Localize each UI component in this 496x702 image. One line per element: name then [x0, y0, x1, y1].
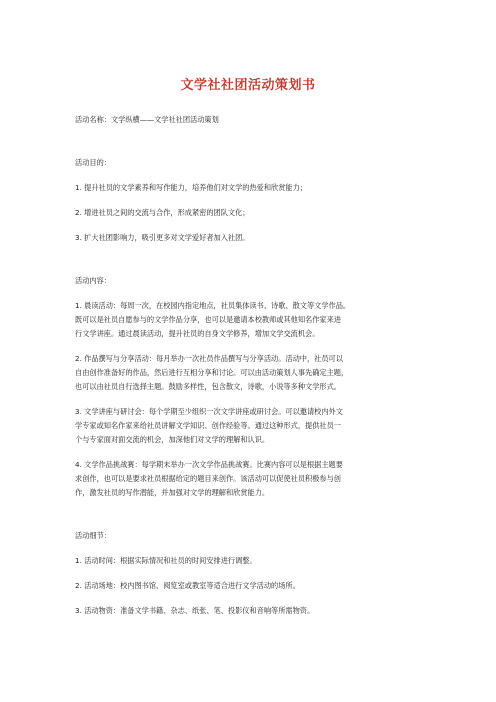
purpose-item-3: 3. 扩大社团影响力，吸引更多对文学爱好者加入社团。 [75, 233, 250, 242]
content-line: 3. 文学讲座与研讨会：每个学期至少组织一次文学讲座或研讨会。可以邀请校内外文 [75, 407, 343, 416]
details-item-2: 2. 活动场地：校内图书馆、阅览室或教室等适合进行文学活动的场所。 [75, 581, 300, 590]
content-line: 2. 作品撰写与分享活动：每月举办一次社员作品撰写与分享活动。活动中，社员可以 [75, 354, 343, 363]
purpose-item-1: 1. 提升社员的文学素养和写作能力，培养他们对文学的热爱和欣赏能力； [75, 183, 307, 192]
details-item-3: 3. 活动物资：准备文学书籍、杂志、纸张、笔、投影仪和音响等所需物资。 [75, 606, 315, 615]
details-heading: 活动细节： [75, 531, 111, 540]
purpose-item-2: 2. 增进社员之间的交流与合作，形成紧密的团队文化； [75, 208, 250, 217]
content-line: 作，激发社员的写作潜能，并加强对文学的理解和欣赏能力。 [75, 488, 270, 497]
content-line: 求创作，也可以是要求社员根据给定的题目来创作。该活动可以促使社员积极参与创 [75, 474, 341, 483]
content-line: 自由创作准备好的作品，然后进行互相分享和讨论。可以由活动策划人事先确定主题， [75, 368, 349, 377]
content-line: 个与专家面对面交流的机会，加深他们对文学的理解和认识。 [75, 435, 270, 444]
content-line: 既可以是社员自愿参与的文学作品分享，也可以是邀请本校教师或其他知名作家来进 [75, 315, 341, 324]
content-line: 也可以由社员自行选择主题。鼓励多样性，包含散文，诗歌，小说等多种文学形式。 [75, 382, 341, 391]
activity-name: 活动名称：文学纵横——文学社社团活动策划 [75, 115, 219, 124]
content-heading: 活动内容： [75, 276, 111, 285]
details-item-1: 1. 活动时间：根据实际情况和社员的时间安排进行调整。 [75, 556, 257, 565]
content-line: 行文学讲座。通过晨读活动，提升社员的自身文学修养，增加文学交流机会。 [75, 329, 320, 338]
purpose-heading: 活动目的： [75, 158, 111, 167]
content-line: 学专家或知名作家来给社员讲解文学知识、创作经验等。通过这种形式，提供社员一 [75, 421, 341, 430]
content-line: 4. 文学作品挑战赛：每学期末举办一次文学作品挑战赛。比赛内容可以是根据主题要 [75, 460, 343, 469]
document-title: 文学社社团活动策划书 [180, 78, 316, 93]
content-line: 1. 晨读活动：每周一次，在校园内指定地点，社员集体读书、诗歌、散文等文学作品。 [75, 301, 351, 310]
